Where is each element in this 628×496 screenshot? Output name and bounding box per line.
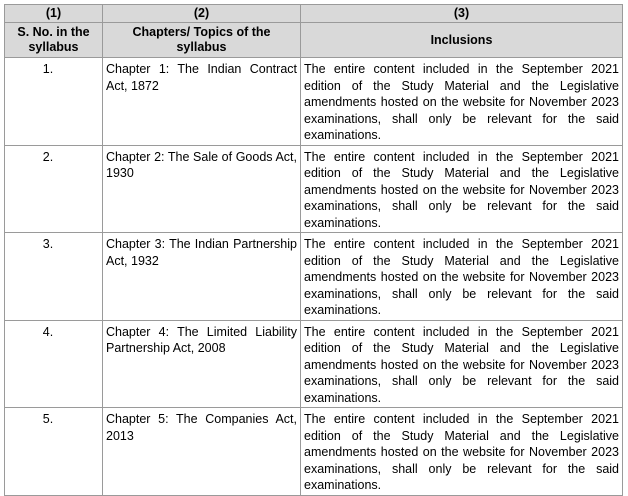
inclusion-cell: The entire content included in the September 2021 edition of the Study Material and the Legislative amendments hosted on the website for November 2023 examinations, shall only be relevant for the said examinations. (301, 145, 623, 233)
column-number-row (5, 5, 623, 23)
syllabus-inclusions-table (4, 4, 623, 496)
header-chapters: Chapters/ Topics of the syllabus (103, 23, 301, 58)
column-number-2: (2) (103, 5, 301, 23)
table-row (5, 320, 623, 408)
sno-cell: 1. (5, 58, 103, 146)
table-row (5, 233, 623, 321)
sno-cell: 4. (5, 320, 103, 408)
inclusion-cell: The entire content included in the September 2021 edition of the Study Material and the Legislative amendments hosted on the website for November 2023 examinations, shall only be relevant for the said examinations. (301, 408, 623, 496)
sno-cell: 3. (5, 233, 103, 321)
header-sno: S. No. in the syllabus (5, 23, 103, 58)
table-row (5, 58, 623, 146)
header-row (5, 23, 623, 58)
chapter-cell: Chapter 1: The Indian Contract Act, 1872 (103, 58, 301, 146)
chapter-cell: Chapter 5: The Companies Act, 2013 (103, 408, 301, 496)
chapter-cell: Chapter 4: The Limited Liability Partnership Act, 2008 (103, 320, 301, 408)
column-number-3: (3) (301, 5, 623, 23)
header-inclusions: Inclusions (301, 23, 623, 58)
table-row (5, 408, 623, 496)
column-number-1: (1) (5, 5, 103, 23)
sno-cell: 5. (5, 408, 103, 496)
inclusion-cell: The entire content included in the September 2021 edition of the Study Material and the Legislative amendments hosted on the website for November 2023 examinations, shall only be relevant for the said examinations. (301, 58, 623, 146)
inclusion-cell: The entire content included in the September 2021 edition of the Study Material and the Legislative amendments hosted on the website for November 2023 examinations, shall only be relevant for the said examinations. (301, 320, 623, 408)
chapter-cell: Chapter 2: The Sale of Goods Act, 1930 (103, 145, 301, 233)
inclusion-cell: The entire content included in the September 2021 edition of the Study Material and the Legislative amendments hosted on the website for November 2023 examinations, shall only be relevant for the said examinations. (301, 233, 623, 321)
sno-cell: 2. (5, 145, 103, 233)
table-row (5, 145, 623, 233)
chapter-cell: Chapter 3: The Indian Partnership Act, 1932 (103, 233, 301, 321)
